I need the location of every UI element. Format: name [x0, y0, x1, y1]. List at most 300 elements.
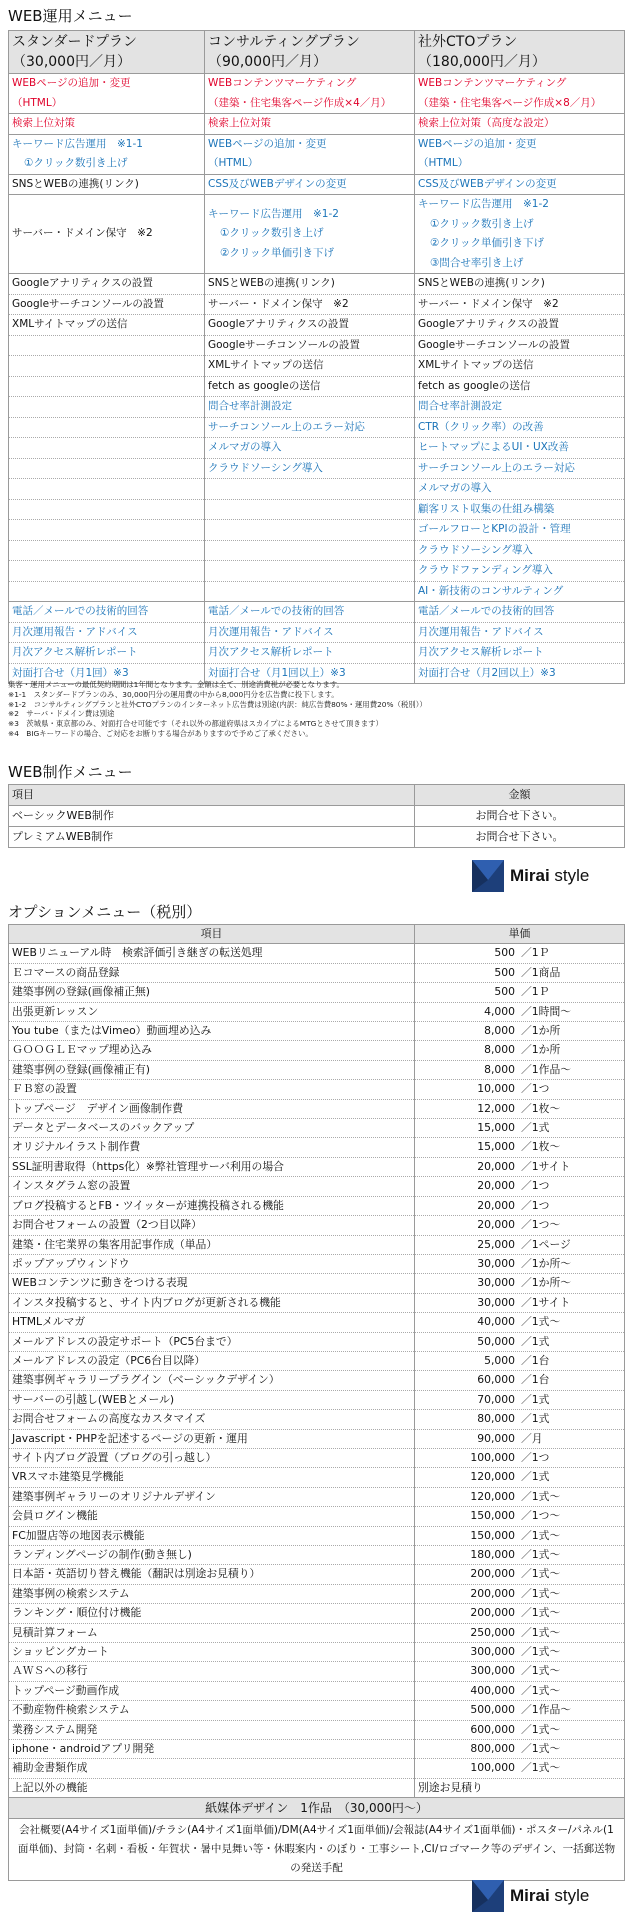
- opt-price-unit: ／1式〜: [521, 1567, 561, 1581]
- plan-cell-line: WEBページの追加・変更: [418, 137, 537, 150]
- table-row: [9, 806, 625, 827]
- plan-cell-standard: [9, 195, 205, 274]
- prod-item-price: お問合せ下さい。: [415, 827, 625, 848]
- opt-item-name: VRスマホ建築見学機能: [9, 1468, 415, 1487]
- opt-item-name: 建築事例ギャラリーのオリジナルデザイン: [9, 1487, 415, 1506]
- plan-cell-cto: [415, 335, 625, 356]
- plan-cell-line: Googleサーチコンソールの設置: [418, 338, 570, 351]
- plan-cell-cto: [415, 134, 625, 174]
- opt-item-price: [415, 1701, 625, 1720]
- opt-price-unit: ／1式〜: [521, 1664, 561, 1678]
- opt-item-price: [415, 1254, 625, 1273]
- opt-item-name: サーバーの引越し(WEBとメール): [9, 1390, 415, 1409]
- brand-mark-icon: [472, 860, 504, 892]
- opt-item-name: 建築事例の検索システム: [9, 1584, 415, 1603]
- plan-row: [9, 195, 625, 274]
- opt-price-value: 180,000: [470, 1548, 515, 1561]
- opt-item-price: [415, 1604, 625, 1623]
- opt-price-unit: ／1式〜: [521, 1606, 561, 1620]
- plan-price: （90,000円／月）: [208, 54, 327, 70]
- plan-cell-consulting: [205, 622, 415, 643]
- plan-row: [9, 134, 625, 174]
- plan-cell-cto: [415, 520, 625, 541]
- plan-header-row: [9, 31, 625, 74]
- opt-item-name: トップページ デザイン画像制作費: [9, 1099, 415, 1118]
- plan-cell-standard: [9, 134, 205, 174]
- plan-cell-line: サーバー・ドメイン保守 ※2: [208, 297, 349, 310]
- plan-cell-line: Googleアナリティクスの設置: [12, 277, 153, 289]
- prod-col-price: 金額: [415, 785, 625, 806]
- plan-cell-line: （HTML）: [12, 96, 63, 109]
- plan-cell-consulting: [205, 540, 415, 561]
- plan-cell-consulting: [205, 114, 415, 135]
- opt-item-name: 補助金書類作成: [9, 1759, 415, 1778]
- opt-item-name: 建築事例の登録(画像補正無): [9, 983, 415, 1002]
- table-row: [9, 1332, 625, 1351]
- plan-cell-consulting: [205, 315, 415, 336]
- opt-price-value: 150,000: [470, 1528, 515, 1542]
- opt-col-item: 項目: [9, 925, 415, 944]
- plan-price: （180,000円／月）: [418, 54, 546, 70]
- opt-price-unit: ／1台: [521, 1373, 550, 1387]
- plan-cell-line: キーワード広告運用 ※1-1: [12, 137, 143, 150]
- opt-col-price: 単価: [415, 925, 625, 944]
- opt-item-name: インスタ投稿すると、サイト内ブログが更新される機能: [9, 1293, 415, 1312]
- plan-cell-line: 月次運用報告・アドバイス: [12, 625, 138, 638]
- opt-price-value: 90,000: [477, 1431, 515, 1445]
- plan-cell-consulting: [205, 499, 415, 520]
- plan-cell-line: サーバー・ドメイン保守 ※2: [12, 227, 153, 240]
- opt-item-price: [415, 1196, 625, 1215]
- opt-price-value: 25,000: [477, 1237, 515, 1251]
- plan-cell-line: 月次運用報告・アドバイス: [418, 625, 544, 638]
- opt-item-name: FC加盟店等の地図表示機能: [9, 1526, 415, 1545]
- opt-price-value: 500: [494, 965, 515, 979]
- plan-cell-consulting: [205, 520, 415, 541]
- plan-cell-consulting: [205, 274, 415, 295]
- opt-item-price: [415, 1507, 625, 1526]
- plan-name: コンサルティングプラン: [208, 34, 360, 50]
- opt-item-name: You tube（またはVimeo）動画埋め込み: [9, 1022, 415, 1041]
- opt-item-name: ブログ投稿するとFB・ツイッターが連携投稿される機能: [9, 1196, 415, 1215]
- plan-row: [9, 174, 625, 195]
- opt-item-name: オリジナルイラスト制作費: [9, 1138, 415, 1157]
- opt-item-price: [415, 1390, 625, 1409]
- plan-cell-cto: [415, 417, 625, 438]
- table-row: [9, 1138, 625, 1157]
- prod-col-item: 項目: [9, 785, 415, 806]
- plan-cell-consulting: [205, 561, 415, 582]
- opt-item-name: 建築事例の登録(画像補正有): [9, 1060, 415, 1079]
- opt-price-value: 800,000: [470, 1742, 515, 1756]
- plan-cell-line: （建築・住宅集客ページ作成×8／月）: [418, 96, 602, 109]
- opt-price-unit: ／1式: [521, 1392, 550, 1406]
- plan-row: [9, 622, 625, 643]
- opt-price-value: 4,000: [484, 1004, 515, 1018]
- opt-item-name: データとデータベースのバックアップ: [9, 1119, 415, 1138]
- plan-cell-standard: [9, 315, 205, 336]
- plan-cell-line: CTR（クリック率）の改善: [418, 420, 544, 433]
- plan-cell-consulting: [205, 458, 415, 479]
- opt-item-price: [415, 963, 625, 982]
- plan-cell-line: クラウドファンディング導入: [418, 564, 553, 576]
- plan-cell-line: 月次アクセス解析レポート: [208, 646, 334, 658]
- opt-item-name: iphone・androidアプリ開発: [9, 1740, 415, 1759]
- prod-table: [8, 784, 625, 848]
- opt-price-value: 70,000: [477, 1392, 515, 1406]
- opt-header-row: [9, 925, 625, 944]
- opt-item-price: [415, 1313, 625, 1332]
- table-row: [9, 1235, 625, 1254]
- plan-cell-line: サーバー・ドメイン保守 ※2: [418, 297, 559, 310]
- plan-row: [9, 114, 625, 135]
- opt-price-value: 500: [494, 985, 515, 999]
- plan-cell-standard: [9, 458, 205, 479]
- plan-row: [9, 376, 625, 397]
- opt-item-name: 建築・住宅業界の集客用記事作成（単品）: [9, 1235, 415, 1254]
- table-row: [9, 1643, 625, 1662]
- opt-item-price: [415, 1487, 625, 1506]
- opt-item-name: 見積計算フォーム: [9, 1623, 415, 1642]
- plan-table: [8, 30, 625, 684]
- plan-name: 社外CTOプラン: [418, 34, 518, 50]
- plan-cell-line: キーワード広告運用 ※1-2: [418, 198, 549, 210]
- opt-price-unit: 別途お見積り: [418, 1780, 483, 1794]
- plan-cell-line: WEBページの追加・変更: [208, 137, 327, 150]
- table-row: [9, 1487, 625, 1506]
- table-row: [9, 1177, 625, 1196]
- opt-item-price: [415, 1565, 625, 1584]
- plan-cell-line: （HTML）: [418, 157, 469, 169]
- opt-price-unit: ／1か所〜: [521, 1256, 572, 1270]
- plan-cell-line: ゴールフローとKPIの設計・管理: [418, 523, 571, 535]
- table-row: [9, 1390, 625, 1409]
- plan-cell-consulting: [205, 356, 415, 377]
- opt-price-value: 500,000: [470, 1703, 515, 1717]
- opt-price-value: 30,000: [477, 1276, 515, 1290]
- opt-price-unit: ／1時間〜: [521, 1004, 572, 1018]
- plan-cell-standard: [9, 74, 205, 114]
- note-line: 集客・運用メニューの最低契約期間は1年間となります。金額は全て、別途消費税が必要となります。: [8, 680, 344, 689]
- plan-cell-line: XMLサイトマップの送信: [208, 359, 324, 371]
- plan-cell-line: Googleアナリティクスの設置: [208, 318, 349, 330]
- opt-price-unit: ／1か所: [521, 1024, 561, 1038]
- table-row: [9, 1740, 625, 1759]
- opt-item-name: 建築事例ギャラリープラグイン（ベーシックデザイン）: [9, 1371, 415, 1390]
- brand-name: Mirai style: [510, 1886, 590, 1905]
- table-row: [9, 1060, 625, 1079]
- opt-price-unit: ／1式〜: [521, 1528, 561, 1542]
- opt-price-value: 20,000: [477, 1179, 515, 1193]
- plan-cell-consulting: [205, 438, 415, 459]
- plan-cell-cto: [415, 294, 625, 315]
- opt-price-value: 30,000: [477, 1256, 515, 1270]
- opt-price-unit: ／1ページ: [521, 1237, 571, 1251]
- opt-item-price: [415, 1643, 625, 1662]
- plan-cell-line: クラウドソーシング導入: [418, 543, 533, 556]
- plan-cell-line: 月次運用報告・アドバイス: [208, 625, 334, 638]
- opt-price-value: 150,000: [470, 1509, 515, 1523]
- plan-cell-line: （HTML）: [208, 157, 259, 169]
- table-row: [9, 1584, 625, 1603]
- plan-cell-standard: [9, 622, 205, 643]
- opt-item-name: ランキング・順位付け機能: [9, 1604, 415, 1623]
- plan-cell-cto: [415, 356, 625, 377]
- plan-cell-line: 検索上位対策（高度な設定）: [418, 117, 555, 129]
- plan-cell-line: CSS及びWEBデザインの変更: [208, 177, 347, 190]
- plan-cell-line: SNSとWEBの連携(リンク): [208, 277, 335, 289]
- plan-cell-cto: [415, 376, 625, 397]
- opt-price-unit: ／1式〜: [521, 1548, 561, 1561]
- plan-row: [9, 479, 625, 500]
- opt-price-value: 10,000: [477, 1082, 515, 1096]
- opt-price-value: 20,000: [477, 1159, 515, 1173]
- opt-section-title: オプションメニュー（税別）: [8, 903, 202, 921]
- table-row: [9, 1681, 625, 1700]
- plan-row: [9, 643, 625, 664]
- opt-price-unit: ／1サイト: [521, 1159, 571, 1173]
- opt-item-price: [415, 1216, 625, 1235]
- opt-item-price: [415, 1526, 625, 1545]
- plan-cell-consulting: [205, 195, 415, 274]
- opt-item-price: [415, 1759, 625, 1778]
- opt-item-price: [415, 1332, 625, 1351]
- plan-cell-standard: [9, 540, 205, 561]
- opt-price-unit: ／1か所: [521, 1043, 561, 1057]
- opt-price-unit: ／1Ｐ: [521, 985, 550, 999]
- plan-cell-line: 対面打合せ（月1回以上）※3: [208, 666, 346, 679]
- opt-item-price: [415, 1662, 625, 1681]
- opt-item-name: ＦＢ窓の設置: [9, 1080, 415, 1099]
- plan-cell-line: クラウドソーシング導入: [208, 461, 323, 474]
- opt-item-name: HTMLメルマガ: [9, 1313, 415, 1332]
- table-row: [9, 1468, 625, 1487]
- opt-price-value: 30,000: [477, 1295, 515, 1309]
- plan-cell-standard: [9, 643, 205, 664]
- opt-item-name: メールアドレスの設定サポート（PC5台まで）: [9, 1332, 415, 1351]
- brand-mark-icon: [472, 1880, 504, 1912]
- plan-row: [9, 335, 625, 356]
- opt-price-value: 200,000: [470, 1586, 515, 1600]
- plan-row: [9, 397, 625, 418]
- plan-cell-cto: [415, 74, 625, 114]
- plan-cell-line: AI・新技術のコンサルティング: [418, 584, 564, 597]
- opt-item-name: WEBコンテンツに動きをつける表現: [9, 1274, 415, 1293]
- opt-item-price: [415, 1002, 625, 1021]
- media-design-desc: 会社概要(A4サイズ1面単価)/チラシ(A4サイズ1面単価)/DM(A4サイズ1面単価)/会報誌(A4サイズ1面単価)・ポスター/パネル(1面単価)、封筒・名刺・看板・年賀状・暑中見舞い等・休暇案内・のぼり・工事シート,CI/ロゴマーク等のデザイン、一括郵送物の発送手配: [9, 1819, 625, 1881]
- plan-cell-consulting: [205, 397, 415, 418]
- media-design-desc-row: [9, 1819, 625, 1881]
- opt-item-price: [415, 1410, 625, 1429]
- opt-item-name: ポップアップウィンドウ: [9, 1254, 415, 1273]
- plan-cell-cto: [415, 643, 625, 664]
- plan-cell-line: ①クリック数引き上げ: [24, 157, 128, 169]
- plan-cell-cto: [415, 397, 625, 418]
- plan-cell-line: Googleアナリティクスの設置: [418, 318, 559, 330]
- plan-cell-line: WEBページの追加・変更: [12, 77, 131, 89]
- opt-item-price: [415, 1623, 625, 1642]
- table-row: [9, 1254, 625, 1273]
- opt-item-price: [415, 1157, 625, 1176]
- plan-cell-line: （建築・住宅集客ページ作成×4／月）: [208, 96, 392, 109]
- table-row: [9, 1099, 625, 1118]
- plan-notes: [8, 680, 628, 739]
- plan-name: スタンダードプラン: [12, 34, 138, 50]
- opt-price-unit: ／1式〜: [521, 1683, 561, 1697]
- table-row: [9, 1080, 625, 1099]
- table-row: [9, 1293, 625, 1312]
- plan-cell-line: ヒートマップによるUI・UX改善: [418, 441, 569, 453]
- plan-cell-cto: [415, 622, 625, 643]
- opt-price-unit: ／1つ: [521, 1082, 550, 1096]
- opt-item-price: [415, 1778, 625, 1797]
- opt-price-value: 20,000: [477, 1198, 515, 1212]
- plan-header-consulting: [205, 31, 415, 74]
- table-row: [9, 1604, 625, 1623]
- opt-item-price: [415, 1274, 625, 1293]
- plan-cell-line: fetch as googleの送信: [208, 379, 321, 392]
- plan-cell-line: ①クリック数引き上げ: [430, 217, 534, 230]
- table-row: [9, 1041, 625, 1060]
- opt-item-name: メールアドレスの設定（PC6台目以降）: [9, 1351, 415, 1370]
- opt-price-unit: ／1商品: [521, 965, 561, 979]
- opt-price-unit: ／1つ〜: [521, 1509, 561, 1523]
- plan-cell-cto: [415, 540, 625, 561]
- opt-price-unit: ／1つ: [521, 1179, 550, 1193]
- plan-cell-line: 電話／メールでの技術的回答: [418, 605, 555, 617]
- table-row: [9, 1546, 625, 1565]
- plan-cell-consulting: [205, 581, 415, 602]
- plan-row: [9, 458, 625, 479]
- opt-price-unit: ／1式〜: [521, 1742, 561, 1756]
- prod-header-row: [9, 785, 625, 806]
- plan-cell-standard: [9, 335, 205, 356]
- opt-price-value: 500: [494, 946, 515, 960]
- plan-cell-standard: [9, 479, 205, 500]
- plan-cell-consulting: [205, 417, 415, 438]
- opt-item-name: ＧＯＯＧＬＥマップ埋め込み: [9, 1041, 415, 1060]
- opt-price-unit: ／1サイト: [521, 1295, 571, 1309]
- opt-price-value: 100,000: [470, 1761, 515, 1775]
- plan-cell-line: WEBコンテンツマーケティング: [208, 77, 357, 89]
- plan-cell-cto: [415, 438, 625, 459]
- table-row: [9, 1448, 625, 1467]
- plan-cell-line: SNSとWEBの連携(リンク): [12, 177, 139, 190]
- plan-cell-consulting: [205, 643, 415, 664]
- opt-price-value: 50,000: [477, 1334, 515, 1348]
- media-design-header: [9, 1798, 625, 1819]
- opt-item-name: ショッピングカート: [9, 1643, 415, 1662]
- opt-price-unit: ／1式: [521, 1412, 550, 1426]
- plan-cell-consulting: [205, 479, 415, 500]
- plan-row: [9, 602, 625, 623]
- plan-cell-line: メルマガの導入: [208, 441, 282, 453]
- prod-item-name: プレミアムWEB制作: [9, 827, 415, 848]
- opt-item-price: [415, 1177, 625, 1196]
- plan-cell-line: 問合せ率計測設定: [418, 400, 502, 412]
- opt-item-price: [415, 1080, 625, 1099]
- opt-price-unit: ／1式〜: [521, 1625, 561, 1639]
- opt-price-value: 15,000: [477, 1121, 515, 1135]
- plan-cell-standard: [9, 397, 205, 418]
- opt-item-name: ランディングページの制作(動き無し): [9, 1546, 415, 1565]
- opt-price-unit: ／1作品〜: [521, 1703, 572, 1717]
- table-row: [9, 1701, 625, 1720]
- opt-price-unit: ／1作品〜: [521, 1062, 572, 1076]
- plan-row: [9, 438, 625, 459]
- table-row: [9, 1313, 625, 1332]
- brand-logo: [472, 860, 589, 892]
- opt-item-price: [415, 1138, 625, 1157]
- opt-price-unit: ／1式〜: [521, 1586, 561, 1600]
- opt-item-name: サイト内ブログ設置（ブログの引っ越し）: [9, 1448, 415, 1467]
- plan-cell-line: ②クリック単価引き下げ: [430, 237, 544, 249]
- opt-price-unit: ／1式〜: [521, 1489, 561, 1503]
- plan-cell-cto: [415, 195, 625, 274]
- opt-price-unit: ／1式〜: [521, 1645, 561, 1659]
- table-row: [9, 1157, 625, 1176]
- table-row: [9, 1351, 625, 1370]
- plan-cell-line: ③問合せ率引き上げ: [430, 256, 524, 269]
- plan-cell-line: ①クリック数引き上げ: [220, 227, 324, 240]
- plan-cell-standard: [9, 294, 205, 315]
- plan-cell-line: WEBコンテンツマーケティング: [418, 77, 567, 89]
- opt-item-price: [415, 1546, 625, 1565]
- opt-price-unit: ／1か所〜: [521, 1276, 572, 1290]
- opt-price-unit: ／1式: [521, 1121, 550, 1135]
- opt-price-value: 15,000: [477, 1140, 515, 1154]
- opt-price-unit: ／1Ｐ: [521, 946, 550, 960]
- opt-item-name: お問合せフォームの高度なカスタマイズ: [9, 1410, 415, 1429]
- note-line: ※3 茨城県・東京都のみ、対面打合せ可能です（それ以外の都道府県はスカイプによるMTGとさせて頂きます）: [8, 719, 383, 729]
- plan-cell-line: 月次アクセス解析レポート: [12, 646, 138, 658]
- opt-item-price: [415, 1468, 625, 1487]
- opt-item-name: SSL証明書取得（https化）※弊社管理サーバ利用の場合: [9, 1157, 415, 1176]
- opt-price-unit: ／1つ: [521, 1450, 550, 1464]
- plan-cell-cto: [415, 581, 625, 602]
- opt-item-name: 会員ログイン機能: [9, 1507, 415, 1526]
- plan-cell-line: SNSとWEBの連携(リンク): [418, 277, 545, 289]
- plan-cell-consulting: [205, 376, 415, 397]
- plan-cell-standard: [9, 356, 205, 377]
- opt-item-price: [415, 1235, 625, 1254]
- plan-cell-standard: [9, 274, 205, 295]
- opt-price-value: 600,000: [470, 1722, 515, 1736]
- opt-item-name: 日本語・英語切り替え機能（翻訳は別途お見積り）: [9, 1565, 415, 1584]
- opt-item-name: お問合せフォームの設置（2つ目以降）: [9, 1216, 415, 1235]
- opt-price-value: 250,000: [470, 1625, 515, 1639]
- plan-cell-line: XMLサイトマップの送信: [418, 359, 534, 371]
- opt-price-unit: ／1枚〜: [521, 1101, 561, 1115]
- plan-row: [9, 417, 625, 438]
- plan-cell-consulting: [205, 174, 415, 195]
- plan-cell-cto: [415, 479, 625, 500]
- brand-name: Mirai style: [510, 866, 590, 885]
- plan-cell-standard: [9, 417, 205, 438]
- opt-item-price: [415, 1060, 625, 1079]
- opt-item-name: Ｅコマースの商品登録: [9, 963, 415, 982]
- opt-price-value: 200,000: [470, 1567, 515, 1581]
- table-row: [9, 1196, 625, 1215]
- plan-row: [9, 581, 625, 602]
- plan-cell-line: Googleサーチコンソールの設置: [12, 297, 164, 310]
- prod-section-title: WEB制作メニュー: [8, 763, 133, 781]
- plan-cell-line: 問合せ率計測設定: [208, 400, 292, 412]
- opt-item-price: [415, 1720, 625, 1739]
- media-design-title: 紙媒体デザイン 1作品 （30,000円〜）: [9, 1798, 625, 1819]
- note-line: ※2 サーバ・ドメイン費は別途: [8, 709, 115, 719]
- table-row: [9, 1410, 625, 1429]
